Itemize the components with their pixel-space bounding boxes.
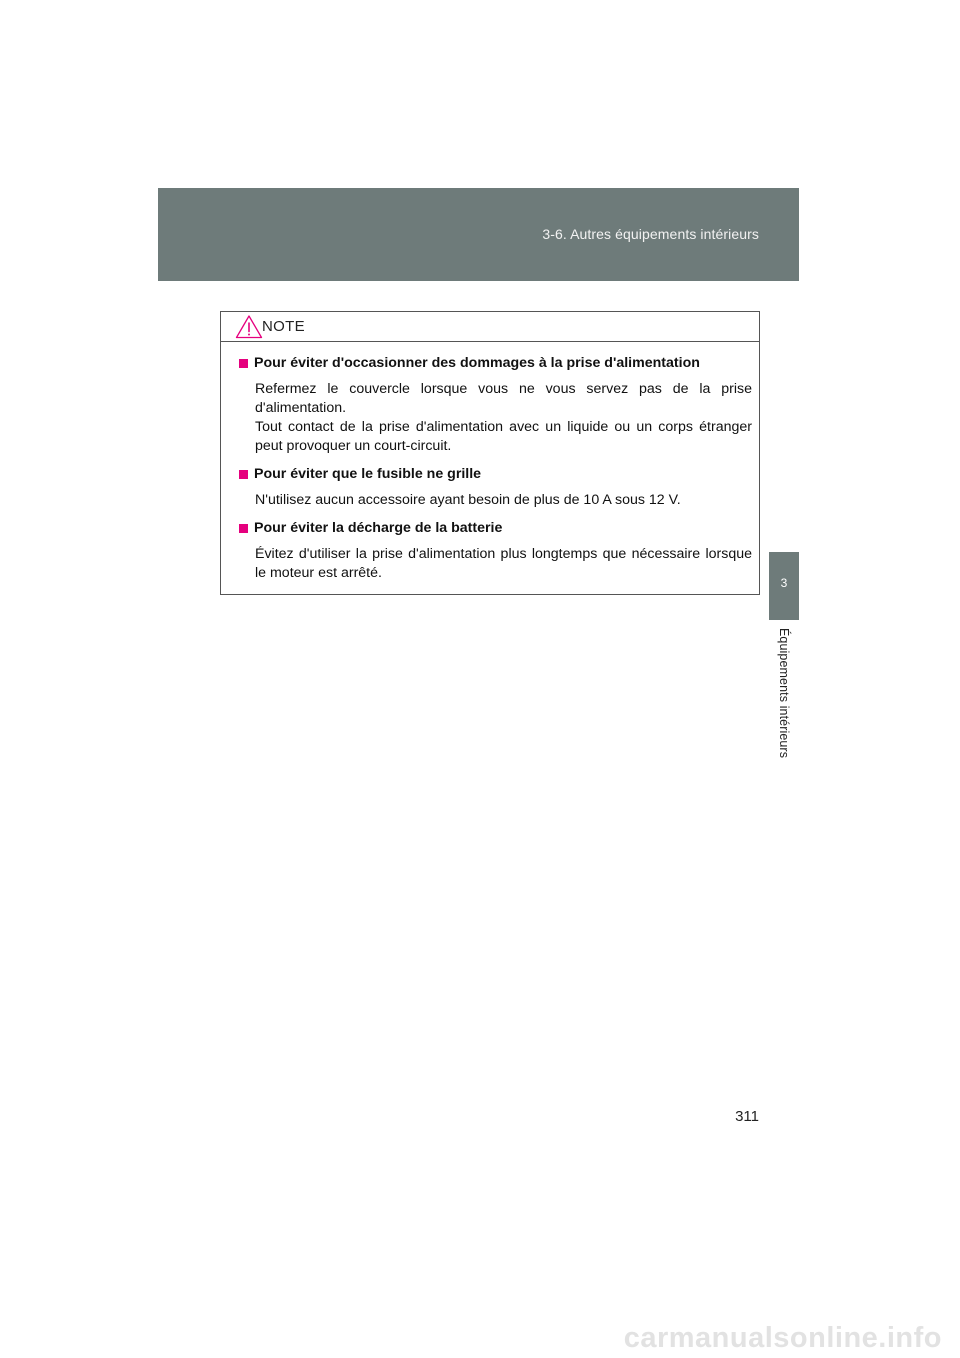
note-item-heading-text: Pour éviter d'occasionner des dommages à la prise d'alimentation <box>254 355 700 371</box>
note-title: NOTE <box>262 318 305 335</box>
bullet-square-icon <box>239 524 248 533</box>
bullet-square-icon <box>239 359 248 368</box>
note-paragraph: Refermez le couvercle lorsque vous ne vous servez pas de la prise d'alimentation. <box>255 381 752 416</box>
note-header <box>221 312 759 342</box>
page-number: 311 <box>735 1108 759 1125</box>
note-item-heading <box>239 519 752 538</box>
note-item-fuse <box>239 465 752 510</box>
note-item-battery <box>239 519 752 583</box>
note-paragraph: Tout contact de la prise d'alimentation avec un liquide ou un corps étranger peut provoquer un court-circuit. <box>255 419 752 454</box>
note-item-heading <box>239 465 752 484</box>
note-paragraph: Évitez d'utiliser la prise d'alimentation plus longtemps que nécessaire lorsque le moteur est arrêté. <box>255 546 752 581</box>
note-item-power-outlet <box>239 354 752 456</box>
note-body <box>221 342 759 583</box>
note-paragraph: N'utilisez aucun accessoire ayant besoin de plus de 10 A sous 12 V. <box>255 492 681 508</box>
section-header-band <box>158 188 799 281</box>
watermark <box>0 1320 960 1358</box>
note-box <box>220 311 760 595</box>
warning-triangle-icon <box>235 314 263 339</box>
watermark-text: carmanualsonline.info <box>623 1322 942 1354</box>
note-item-heading-text: Pour éviter que le fusible ne grille <box>254 466 482 482</box>
chapter-label: Équipements intérieurs <box>777 628 791 759</box>
note-item-heading <box>239 354 752 373</box>
bullet-square-icon <box>239 470 248 479</box>
note-item-heading-text: Pour éviter la décharge de la batterie <box>254 520 503 536</box>
chapter-tab <box>769 552 799 620</box>
chapter-label-container <box>769 628 799 788</box>
section-title: 3-6. Autres équipements intérieurs <box>542 226 759 242</box>
chapter-number: 3 <box>780 576 788 590</box>
